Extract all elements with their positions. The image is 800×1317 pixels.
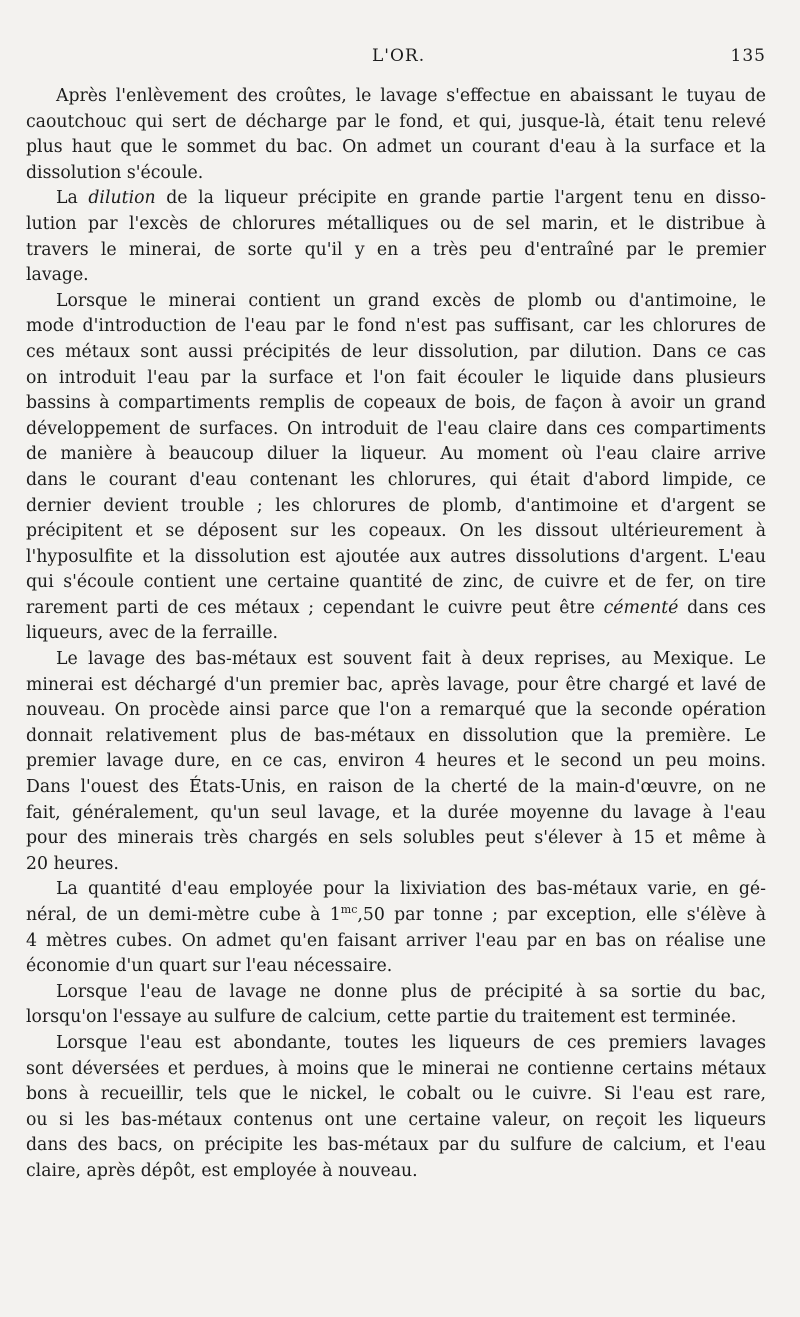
text-line: fait, généralement, qu'un seul lavage, et la durée moyenne du lavage à l'eau	[26, 802, 766, 823]
text-run: rarement parti de ces métaux ; cependant le cuivre peut être	[26, 597, 604, 618]
paragraph-3	[26, 289, 766, 647]
text-line: bassins à compartiments remplis de copeaux de bois, de façon à avoir un grand	[26, 393, 766, 414]
page-number: 135	[730, 46, 766, 66]
text-line: dans des bacs, on précipite les bas-métaux par du sulfure de calcium, et l'eau	[26, 1135, 766, 1156]
text-line	[26, 596, 766, 622]
text-line: travers le minerai, de sorte qu'il y en a très peu d'entraîné par le premier	[26, 239, 766, 260]
emphasis-cemente: cémenté	[603, 597, 679, 618]
text-line: Dans l'ouest des États-Unis, en raison de la cherté de la main-d'œuvre, on ne	[26, 777, 766, 798]
text-run: dans ces	[678, 597, 767, 618]
text-line	[26, 903, 766, 929]
text-run: ,50 par tonne ; par exception, elle s'élève à	[357, 905, 767, 925]
text-line: dernier devient trouble ; les chlorures de plomb, d'antimoine et d'argent se	[26, 495, 766, 516]
text-line: de manière à beaucoup diluer la liqueur. Au moment où l'eau claire arrive	[26, 444, 766, 465]
paragraph-2	[26, 186, 766, 288]
text-line: bons à recueillir, tels que le nickel, le cobalt ou le cuivre. Si l'eau est rare,	[26, 1084, 766, 1105]
text-line: 20 heures.	[26, 853, 119, 874]
paragraph-1	[26, 84, 766, 186]
text-line: liqueurs, avec de la ferraille.	[26, 623, 279, 644]
text-line: on introduit l'eau par la surface et l'on fait écouler le liquide dans plusieurs	[26, 367, 766, 388]
text-line: donnait relativement plus de bas-métaux en dissolution que la première. Le	[26, 725, 766, 746]
paragraph-7	[26, 1031, 766, 1185]
text-line: qui s'écoule contient une certaine quantité de zinc, de cuivre et de fer, on tire	[26, 572, 766, 593]
text-line: minerai est déchargé d'un premier bac, après lavage, pour être chargé et lavé de	[26, 674, 766, 695]
text-line: Lorsque l'eau de lavage ne donne plus de précipité à sa sortie du bac,	[56, 981, 766, 1002]
paragraph-5	[26, 877, 766, 979]
text-line: économie d'un quart sur l'eau nécessaire.	[26, 956, 393, 977]
text-line: La quantité d'eau employée pour la lixiviation des bas-métaux varie, en gé-	[56, 879, 766, 900]
unit-superscript: mc	[340, 903, 358, 917]
text-line: Après l'enlèvement des croûtes, le lavage s'effectue en abaissant le tuyau de	[56, 86, 766, 106]
text-line: développement de surfaces. On introduit de l'eau claire dans ces compartiments	[26, 418, 766, 439]
text-line: plus haut que le sommet du bac. On admet un courant d'eau à la surface et la	[26, 137, 766, 158]
text-line: dans le courant d'eau contenant les chlorures, qui était d'abord limpide, ce	[26, 469, 766, 490]
emphasis-dilution: dilution	[88, 188, 156, 209]
text-line: Lorsque l'eau est abondante, toutes les liqueurs de ces premiers lavages	[56, 1032, 766, 1053]
running-head	[0, 46, 800, 76]
running-title: L'OR.	[372, 46, 426, 66]
paragraph-4	[26, 647, 766, 877]
text-run: La	[56, 188, 89, 209]
text-line: dissolution s'écoule.	[26, 162, 204, 183]
text-line: premier lavage dure, en ce cas, environ 4 heures et le second un peu moins.	[26, 751, 766, 772]
text-line: sont déversées et perdues, à moins que le minerai ne contienne certains métaux	[26, 1058, 766, 1079]
paragraph-6	[26, 980, 766, 1031]
text-run: néral, de un demi-mètre cube à 1	[26, 905, 341, 925]
text-line: claire, après dépôt, est employée à nouveau.	[26, 1160, 418, 1181]
text-line: lavage.	[26, 265, 89, 286]
body-text	[26, 84, 766, 1185]
text-line: lorsqu'on l'essaye au sulfure de calcium, cette partie du traitement est terminée.	[26, 1007, 737, 1028]
text-line: nouveau. On procède ainsi parce que l'on a remarqué que la seconde opération	[26, 700, 766, 721]
text-line: lution par l'excès de chlorures métalliques ou de sel marin, et le distribue à	[26, 213, 766, 234]
text-line: ou si les bas-métaux contenus ont une certaine valeur, on reçoit les liqueurs	[26, 1109, 766, 1130]
text-line: l'hyposulfite et la dissolution est ajoutée aux autres dissolutions d'argent. L'eau	[26, 546, 766, 567]
text-line: Lorsque le minerai contient un grand excès de plomb ou d'antimoine, le	[56, 290, 766, 311]
text-line: caoutchouc qui sert de décharge par le fond, et qui, jusque-là, était tenu relevé	[26, 111, 766, 132]
text-line: mode d'introduction de l'eau par le fond n'est pas suffisant, car les chlorures de	[26, 316, 766, 337]
text-line	[26, 186, 766, 212]
text-line: ces métaux sont aussi précipités de leur dissolution, par dilution. Dans ce cas	[26, 341, 766, 362]
text-line: pour des minerais très chargés en sels solubles peut s'élever à 15 et même à	[26, 828, 766, 849]
text-line: précipitent et se déposent sur les copeaux. On les dissout ultérieurement à	[26, 521, 766, 542]
text-line: Le lavage des bas-métaux est souvent fait à deux reprises, au Mexique. Le	[56, 649, 766, 670]
text-line: 4 mètres cubes. On admet qu'en faisant arriver l'eau par en bas on réalise une	[26, 930, 766, 951]
text-run: de la liqueur précipite en grande partie l'argent tenu en disso-	[155, 188, 766, 209]
